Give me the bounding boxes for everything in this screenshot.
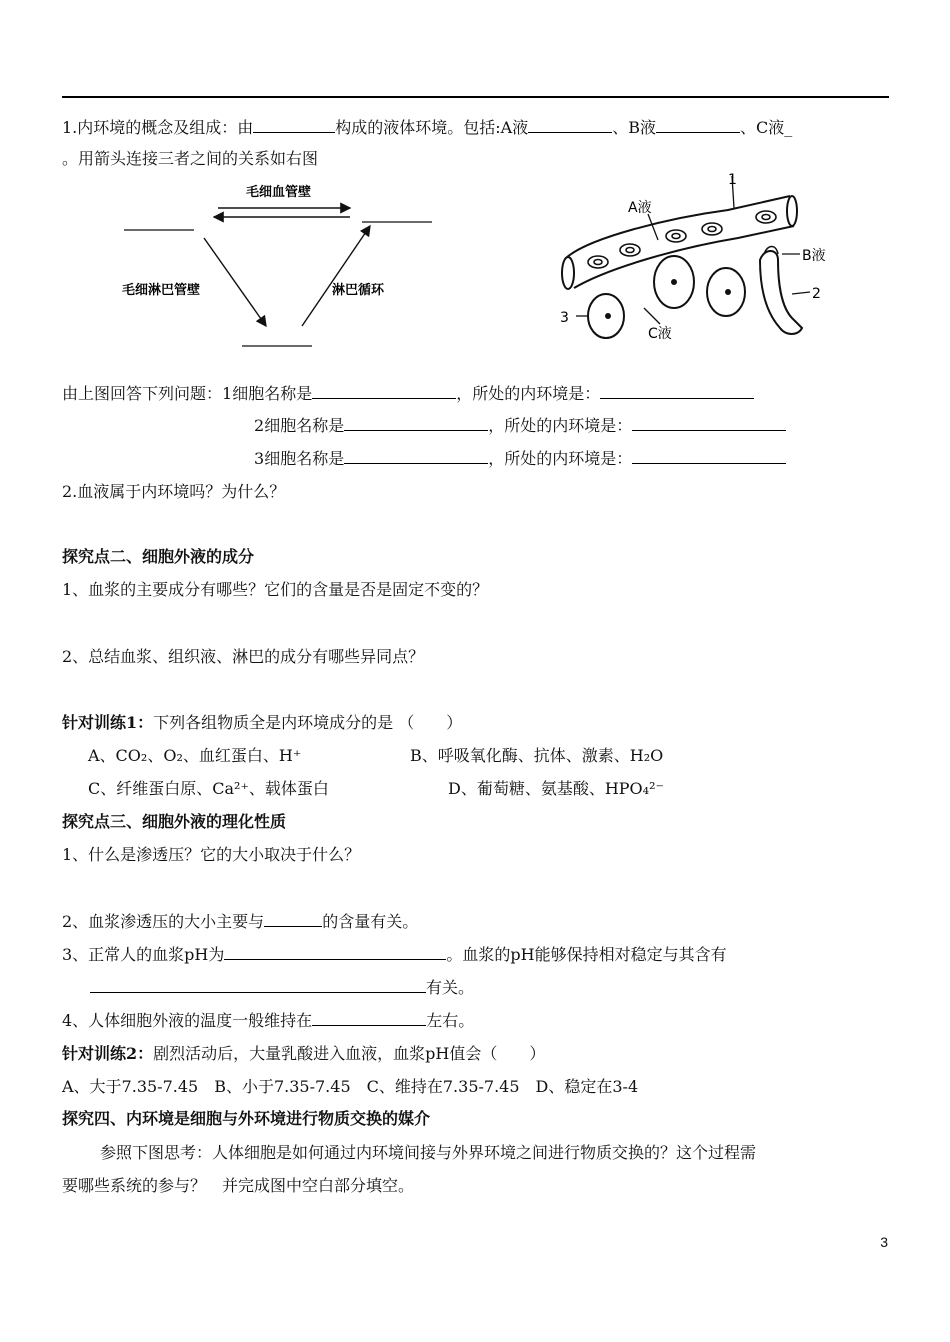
cell-env-label: ，所处的内环境是： xyxy=(488,449,633,468)
cell-num: 2 xyxy=(254,416,265,435)
blank-fill[interactable] xyxy=(312,382,456,399)
label-1: 1 xyxy=(728,172,737,188)
cell-env-label: ，所处的内环境是： xyxy=(456,384,601,403)
blank-fill[interactable] xyxy=(344,414,488,431)
blank-fill[interactable] xyxy=(656,116,740,133)
blank-fill[interactable] xyxy=(632,414,786,431)
section3-q3 xyxy=(62,943,727,966)
q1-text-2: 构成的液体环境。包括:A液 xyxy=(335,118,529,137)
q3-text-a: 3、正常人的血浆pH为 xyxy=(62,945,225,964)
blank-fill[interactable] xyxy=(224,943,446,960)
section2-title: 探究点二、细胞外液的成分 xyxy=(62,547,255,566)
cells-intro: 由上图回答下列问题： xyxy=(62,384,223,403)
cell-name-label: 细胞名称是 xyxy=(232,384,313,403)
q2-text-b: 的含量有关。 xyxy=(322,912,419,931)
q1-text-3: 、B液 xyxy=(612,118,656,137)
fluid-relationship-diagram xyxy=(118,176,448,356)
right-label: 淋巴循环 xyxy=(332,283,385,298)
blank-fill[interactable] xyxy=(312,1009,426,1026)
training1-text: 下列各组物质全是内环境成分的是 （ ） xyxy=(153,713,463,732)
header-rule xyxy=(62,96,889,98)
blank-fill[interactable] xyxy=(90,976,426,993)
blank-fill[interactable] xyxy=(632,447,786,464)
blank-fill[interactable] xyxy=(264,910,322,927)
q1-line1 xyxy=(62,116,792,139)
section4-para-2: 要哪些系统的参与？ 并完成图中空白部分填空。 xyxy=(62,1176,415,1195)
cell-row-3 xyxy=(254,447,786,470)
q3-text-c: 有关。 xyxy=(426,978,475,997)
training1-label: 针对训练1： xyxy=(62,713,154,732)
arrow-down xyxy=(204,238,266,326)
option-c[interactable]: C、纤维蛋白原、Ca²⁺、载体蛋白 xyxy=(88,779,329,798)
blank-fill[interactable] xyxy=(253,116,335,133)
capillary-tissue-diagram xyxy=(548,168,838,358)
cell-name-label: 细胞名称是 xyxy=(264,449,345,468)
option-a[interactable]: A、CO₂、O₂、血红蛋白、H⁺ xyxy=(88,746,302,765)
red-blood-cells xyxy=(588,211,776,268)
label-b-fluid: B液 xyxy=(802,248,826,264)
label-a-fluid: A液 xyxy=(628,200,652,216)
option-b[interactable]: B、呼吸氧化酶、抗体、激素、H₂O xyxy=(410,746,664,765)
training2-label: 针对训练2： xyxy=(62,1044,154,1063)
training2-question xyxy=(62,1043,545,1065)
section3-title: 探究点三、细胞外液的理化性质 xyxy=(62,812,287,831)
label-3: 3 xyxy=(560,310,569,326)
section4-para-1: 参照下图思考：人体细胞是如何通过内环境间接与外界环境之间进行物质交换的？这个过程需 xyxy=(100,1143,757,1162)
section3-q4 xyxy=(62,1009,474,1032)
blank-fill[interactable] xyxy=(344,447,488,464)
q2: 2.血液属于内环境吗？为什么？ xyxy=(62,482,286,501)
cell-name-label: 细胞名称是 xyxy=(264,416,345,435)
cell-num: 1 xyxy=(222,384,233,403)
section2-q1: 1、血浆的主要成分有哪些？它们的含量是否是固定不变的？ xyxy=(62,580,489,599)
label-c-fluid: C液 xyxy=(648,326,672,342)
arrow-up xyxy=(302,226,370,326)
cell-num: 3 xyxy=(254,449,265,468)
q3-text-b: 。血浆的pH能够保持相对稳定与其含有 xyxy=(446,945,727,964)
training1-question xyxy=(62,712,462,734)
top-label: 毛细血管壁 xyxy=(246,185,312,200)
section3-q1: 1、什么是渗透压？它的大小取决于什么？ xyxy=(62,845,361,864)
page-number: 3 xyxy=(880,1234,888,1250)
section3-q2 xyxy=(62,910,418,933)
cell-row-1 xyxy=(62,382,754,405)
left-label: 毛细淋巴管壁 xyxy=(122,283,201,298)
q4-text-b: 左右。 xyxy=(426,1011,475,1030)
label-2: 2 xyxy=(812,286,821,302)
section3-q3-cont xyxy=(90,976,474,999)
cell-row-2 xyxy=(254,414,786,437)
section4-title: 探究四、内环境是细胞与外环境进行物质交换的媒介 xyxy=(62,1109,431,1128)
q1-text-4: 、C液 xyxy=(740,118,785,137)
q2-text-a: 2、血浆渗透压的大小主要与 xyxy=(62,912,265,931)
section2-q2: 2、总结血浆、组织液、淋巴的成分有哪些异同点？ xyxy=(62,647,425,666)
blank-fill[interactable] xyxy=(600,382,754,399)
lymph-vessel xyxy=(760,251,802,334)
cell-env-label: ，所处的内环境是： xyxy=(488,416,633,435)
option-d[interactable]: D、葡萄糖、氨基酸、HPO₄²⁻ xyxy=(448,779,664,798)
blank-fill[interactable] xyxy=(528,116,612,133)
training2-text: 剧烈活动后，大量乳酸进入血液，血浆pH值会（ ） xyxy=(153,1044,546,1063)
q1-text-1: 1.内环境的概念及组成：由 xyxy=(62,118,254,137)
q4-text-a: 4、人体细胞外液的温度一般维持在 xyxy=(62,1011,313,1030)
training2-options[interactable]: A、大于7.35-7.45 B、小于7.35-7.45 C、维持在7.35-7.45 D、稳定在3-4 xyxy=(62,1077,639,1096)
q1-text-5: _ xyxy=(784,118,793,137)
q1-line2: 。用箭头连接三者之间的关系如右图 xyxy=(62,149,319,168)
